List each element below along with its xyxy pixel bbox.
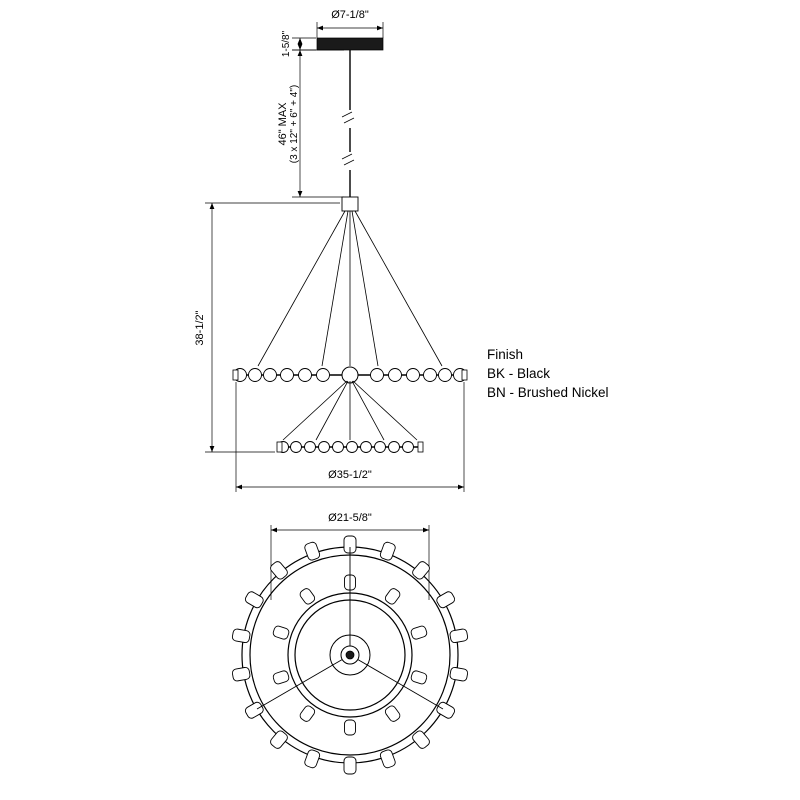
- canopy-diameter-dimension: [317, 22, 383, 38]
- drop-rod: [342, 50, 354, 197]
- finish-option-bn: BN - Brushed Nickel: [487, 385, 609, 400]
- drop-max-label: 46" MAX: [277, 102, 289, 146]
- upper-hub: [342, 197, 358, 211]
- outer-ring-elevation: [233, 367, 467, 383]
- inner-diameter-plan-label: Ø21-5/8": [328, 512, 372, 524]
- fixture-height-dimension: [205, 203, 340, 452]
- inner-ring-elevation: [277, 442, 423, 453]
- support-arms-lower: [283, 381, 417, 440]
- support-arms-upper: [258, 211, 442, 366]
- canopy-plate: [317, 38, 383, 50]
- finish-option-bk: BK - Black: [487, 366, 551, 381]
- canopy-height-dimension: [292, 38, 316, 50]
- finish-heading: Finish: [487, 347, 524, 362]
- canopy-height-label: 1-5/8": [281, 30, 292, 58]
- drop-note-label: (3 x 12" + 6" + 4"): [289, 84, 300, 164]
- canopy-diameter-label: Ø7-1/8": [331, 9, 369, 21]
- fixture-height-label: 38-1/2": [194, 310, 206, 346]
- finish-callout: [487, 345, 609, 402]
- outer-diameter-elevation-label: Ø35-1/2": [328, 469, 372, 481]
